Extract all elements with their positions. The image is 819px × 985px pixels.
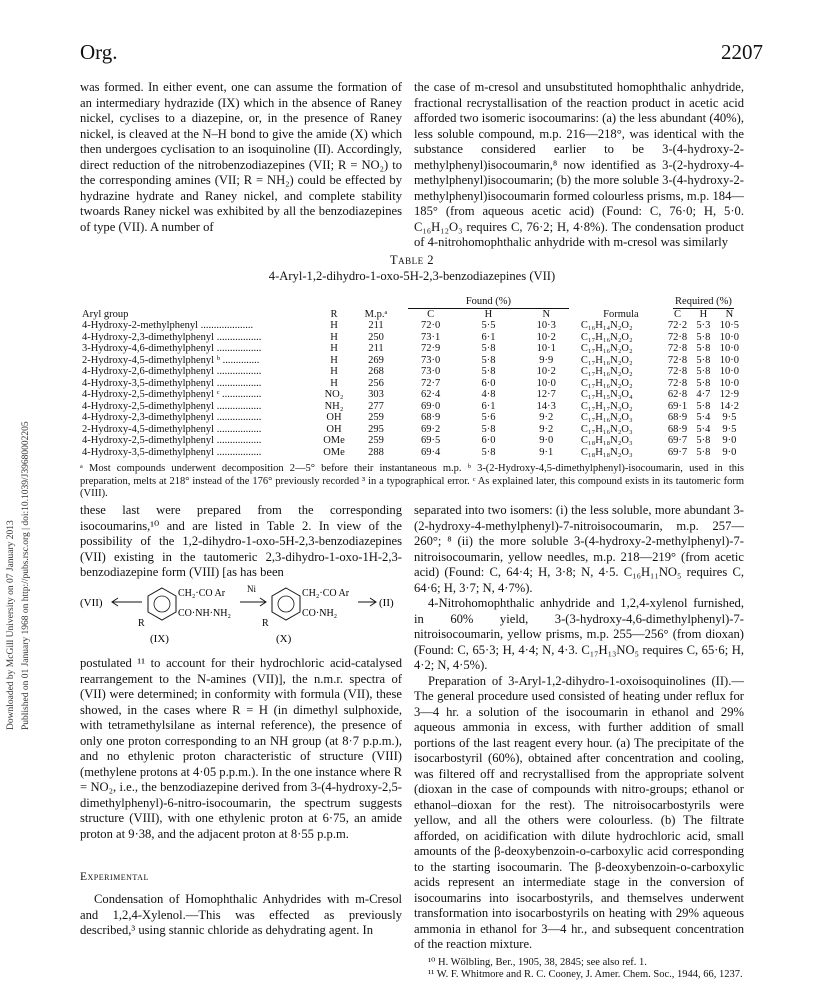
- table-row: [80, 412, 744, 424]
- table-cell: 69·2: [420, 423, 441, 435]
- table-cell: 68·9: [667, 423, 688, 435]
- table-cell: 4-Hydroxy-3,5-dimethylphenyl .................: [82, 446, 262, 458]
- table-cell: 9·2: [539, 423, 554, 435]
- table-cell: 69·0: [420, 400, 441, 412]
- paragraph: postulated ¹¹ to account for their hydrochloric acid-catalysed rearrangement to the N-amines (VII)], the n.m.r. spectra of (VII) were determined; in conformity with formula (VII), these showed, in the cases where R = H (in dimethyl sulphoxide, with tetramethylsilane as internal reference), the presence of only one proton corresponding to an NH group (at 8·7 p.p.m.), and no ethylenic proton characteristic of structure (VIII) (methylene protons at 4·05 p.p.m.). In the one instance where R = NO₂, i.e., the benzodiazepine derived from 3-(4-hydroxy-2,5-dimethylphenyl)-6-nitro-isocoumarin, the spectrum suggests structure (VIII), with one ethylenic proton at 6·75, an amide proton at 9·38, and the adjacent proton at 8·55 p.p.m.: [80, 656, 402, 841]
- table-title: 4-Aryl-1,2-dihydro-1-oxo-5H-2,3-benzodiazepines (VII): [268, 269, 556, 283]
- table-cell: 5·3: [696, 320, 711, 331]
- table-cell: NH₂: [324, 400, 344, 412]
- table-cell: 2-Hydroxy-4,5-dimethylphenyl .................: [82, 423, 262, 435]
- table-cell: C₁₈H₁₈N₂O₃: [580, 435, 633, 446]
- column-2-top: [414, 80, 744, 251]
- table-cell: 256: [368, 377, 384, 389]
- table-cell: 6·0: [481, 435, 496, 446]
- table-cell: 10·2: [536, 366, 556, 377]
- table-label: Table 2: [389, 253, 435, 267]
- data-table: [80, 296, 744, 458]
- scheme-r2: R: [262, 618, 269, 629]
- table-header-row: [80, 309, 744, 321]
- table-cell: 5·8: [696, 446, 711, 458]
- table-cell: OMe: [323, 446, 345, 458]
- table-cell: 5·8: [481, 446, 496, 458]
- table-cell: 5·8: [696, 343, 711, 354]
- table-cell: 5·6: [481, 412, 496, 423]
- table-cell: 4-Hydroxy-2,5-dimethylphenyl .................: [82, 400, 262, 412]
- table-cell: C₁₇H₁₇N₃O₂: [580, 400, 633, 412]
- table-cell: 62·8: [667, 389, 688, 400]
- table-cell: 72·8: [667, 377, 688, 389]
- table-cell: 268: [368, 366, 384, 377]
- table-cell: 303: [368, 389, 384, 400]
- table-row: [80, 378, 744, 390]
- section-heading: Experimental: [80, 871, 149, 883]
- table-cell: 6·0: [481, 377, 496, 389]
- scheme-group-b: CO·NH·NH₂: [178, 608, 231, 619]
- table-row: [80, 332, 744, 344]
- table-cell: 72·8: [667, 354, 688, 366]
- table-cell: 14·2: [719, 400, 739, 412]
- reference-10: ¹⁰ H. Wölbling, Ber., 1905, 38, 2845; see also ref. 1.: [428, 956, 647, 968]
- table-cell: 5·8: [481, 354, 496, 366]
- column-header: N: [725, 308, 734, 320]
- table-cell: 72·7: [420, 377, 441, 389]
- scheme-label-vii: (VII): [80, 597, 103, 609]
- table-row: [80, 389, 744, 401]
- references: [414, 957, 744, 982]
- table-cell: 72·0: [420, 320, 441, 331]
- column-header: Formula: [603, 308, 639, 320]
- scheme-group-d: CO·NH₂: [302, 608, 338, 619]
- table-cell: 10·0: [719, 366, 739, 377]
- table-cell: 10·5: [719, 320, 739, 331]
- table-cell: 5·8: [696, 377, 711, 389]
- table-cell: 69·4: [420, 446, 441, 458]
- table-cell: H: [330, 343, 338, 354]
- table-cell: 6·1: [481, 400, 496, 412]
- table-cell: 4-Hydroxy-2,3-dimethylphenyl .................: [82, 331, 262, 343]
- scheme-label-x: (X): [276, 633, 292, 645]
- table-cell: 9·5: [722, 423, 737, 435]
- column-header: Aryl group: [82, 308, 129, 320]
- page-number: 2207: [721, 40, 763, 64]
- table-cell: 9·0: [539, 435, 554, 446]
- table-row: [80, 320, 744, 332]
- table-cell: 4-Hydroxy-2,6-dimethylphenyl .................: [82, 366, 262, 377]
- table-cell: 10·2: [536, 331, 556, 343]
- table-cell: 4-Hydroxy-2,3-dimethylphenyl .................: [82, 412, 262, 423]
- table-cell: 6·1: [481, 331, 496, 343]
- table-row: [80, 401, 744, 413]
- table-cell: C₁₇H₁₆N₂O₂: [580, 366, 633, 377]
- table-cell: 69·7: [667, 446, 688, 458]
- table-cell: OMe: [323, 435, 345, 446]
- watermark-line-1: Downloaded by McGill University on 07 January 2013: [6, 520, 16, 730]
- table-cell: 295: [368, 423, 384, 435]
- table-cell: 5·8: [696, 354, 711, 366]
- table-cell: H: [330, 320, 338, 331]
- table-cell: 250: [368, 331, 384, 343]
- column-header: H: [699, 308, 708, 320]
- paragraph: 4-Nitrohomophthalic anhydride and 1,2,4-xylenol furnished, in 60% yield, 3-(3-hydroxy-4,6-dimethylphenyl)-7-nitroisocoumarin, yellow prisms, m.p. 255—256° (from dioxan) (Found: C, 65·3; H, 4·4; N, 4·3. C₁₇H₁₃NO₅ requires C, 65·6; H, 4·2; N, 4·5%).: [414, 596, 744, 672]
- table-cell: H: [330, 377, 338, 389]
- scheme-label-ix: (IX): [150, 633, 169, 645]
- table-row: [80, 435, 744, 447]
- table-cell: 288: [368, 446, 384, 458]
- table-cell: 4-Hydroxy-2,5-dimethylphenyl ᶜ ...............: [82, 389, 262, 400]
- column-header: H: [484, 308, 493, 320]
- table-cell: 69·7: [667, 435, 688, 446]
- paragraph: Preparation of 3-Aryl-1,2-dihydro-1-oxoisoquinolines (II).—The general procedure used consisted of heating under reflux for 3—4 hr. a solution of the isocoumarin in ethanol and 29% aqueous ammonia in excess, with further addition of small portions of the last reagent every hour. (a) The precipitate of the isocarbostyril (60%), obtained after concentration and cooling, was filtered off and recrystallised from the appropriate solvent (dioxan in the case of compounds with nitro-groups; ethanol or ethanol–dioxan for the rest). The nitroisocarbostyrils were yellow, and all the others were colourless. (b) The filtrate afforded, on acidification with dilute hydrochloric acid, small amounts of the β-deoxybenzoin-o-carboxylic acid corresponding to the starting isocoumarin. The β-deoxybenzoin-o-carboxylic acids represent an intermediate stage in the conversion of isocoumarins into isocarbostyrils, and themselves underwent transformation into isocarbostyrils on heating with 29% aqueous ammonia in ethanol for 3—4 hr., and subsequent concentration of the reaction mixture.: [414, 673, 744, 951]
- table-cell: H: [330, 366, 338, 377]
- table-cell: C₁₈H₁₈N₂O₃: [580, 446, 633, 458]
- table-cell: 5·8: [696, 331, 711, 343]
- reference-11: ¹¹ W. F. Whitmore and R. C. Cooney, J. Amer. Chem. Soc., 1944, 66, 1237.: [428, 969, 743, 980]
- table-cell: 10·0: [719, 331, 739, 343]
- table-cell: 5·8: [696, 435, 711, 446]
- table-cell: C₁₇H₁₆N₂O₂: [580, 354, 633, 366]
- table-cell: 10·0: [719, 377, 739, 389]
- column-header: M.p.ᵃ: [364, 308, 388, 320]
- table-row: [80, 447, 744, 459]
- table-cell: OH: [326, 423, 342, 435]
- table-cell: H: [330, 331, 338, 343]
- table-cell: 4·8: [481, 389, 496, 400]
- scheme-group-a: CH₂·CO Ar: [178, 588, 226, 599]
- table-cell: 9·9: [539, 354, 554, 366]
- watermark-line-2: Published on 01 January 1968 on http://pubs.rsc.org | doi:10.1039/J39680002205: [21, 421, 31, 730]
- table-cell: C₁₇H₁₆N₂O₂: [580, 331, 633, 343]
- table-cell: C₁₇H₁₅N₃O₄: [580, 389, 633, 400]
- paragraph: these last were prepared from the corresponding isocoumarins,¹⁰ and are listed in Table 2. In view of the possibility of the 1,2-dihydro-1-oxo-5H-2,3-benzodiazepines (VII) existing in the tautomeric 2,3-dihydro-1-oxo-1H-2,3-benzodiazepine form (VIII) [as has been: [80, 503, 402, 579]
- column-1-experimental: [80, 892, 402, 939]
- download-watermark: [2, 170, 36, 730]
- table-cell: 5·8: [696, 366, 711, 377]
- table-cell: 72·8: [667, 331, 688, 343]
- column-header: R: [330, 308, 338, 320]
- table-cell: 68·9: [420, 412, 441, 423]
- table-cell: 259: [368, 412, 384, 423]
- table-cell: OH: [326, 412, 342, 423]
- scheme-reagent: Ni: [247, 584, 256, 594]
- table-cell: 269: [368, 354, 384, 366]
- table-cell: 9·2: [539, 412, 554, 423]
- scheme-label-ii: (II): [379, 597, 394, 609]
- column-header: C: [427, 308, 435, 320]
- table-cell: 211: [368, 320, 384, 331]
- column-1-middle: [80, 503, 402, 581]
- paragraph: was formed. In either event, one can assume the formation of an intermediary hydrazide (IX) which in the absence of Raney nickel, cyclises to a diazepine, or, in the presence of Raney nickel, is cleaved at the N–H bond to give the amide (X) which then undergoes cyclisation to an isoquinoline (II). Accordingly, direct reduction of the nitrobenzodiazepines (VII; R = NO₂) to the corresponding amines (VII; R = NH₂) could be effected by hydrazine hydrate and Raney nickel, and complete stability twoards Raney nickel was exhibited by all the benzodiazepines of type (VII). A number of: [80, 80, 402, 234]
- table-cell: 5·8: [696, 400, 711, 412]
- table-cell: 72·8: [667, 343, 688, 354]
- table-cell: 5·8: [481, 343, 496, 354]
- table-cell: 4-Hydroxy-2-methylphenyl ....................: [82, 320, 254, 331]
- table-cell: 4-Hydroxy-2,5-dimethylphenyl .................: [82, 435, 262, 446]
- benzene-ring-icon: [148, 588, 176, 620]
- table-cell: 72·9: [420, 343, 441, 354]
- table-cell: 68·9: [667, 412, 688, 423]
- paragraph: the case of m-cresol and unsubstituted homophthalic anhydride, fractional recrystallisation of the reaction product in acetic acid afforded two isomeric isocoumarins: (a) the less abundant (40%), less soluble compound, m.p. 216—218°, was identical with the substance considered earlier to be 3-(4-hydroxy-2-methylphenyl)isocoumarin,⁸ now identified as 3-(2-hydroxy-4-methylphenyl)isocoumarin; (b) the more soluble 3-(4-hydroxy-2-methylphenyl)isocoumarin formed colourless prisms, m.p. 184—185° (from aqueous acetic acid) (Found: C, 76·0; H, 5·0. C₁₆H₁₂O₃ requires C, 76·2; H, 4·8%). The condensation product of 4-nitrohomophthalic anhydride with m-cresol was similarly: [414, 80, 744, 249]
- table-cell: 73·1: [420, 331, 441, 343]
- found-group-label: Found (%): [465, 296, 512, 307]
- table-cell: 10·0: [536, 377, 556, 389]
- table-cell: 69·1: [667, 400, 688, 412]
- journal-section: Org.: [80, 40, 118, 64]
- table-cell: 4-Hydroxy-3,5-dimethylphenyl .................: [82, 377, 262, 389]
- table-cell: 9·1: [539, 446, 554, 458]
- paragraph: separated into two isomers: (i) the less soluble, more abundant 3-(2-hydroxy-4-methylphenyl)-7-nitroisocoumarin, m.p. 257—260°; ⁸ (ii) the more soluble 3-(4-hydroxy-2-methylphenyl)-7-nitroisocoumarin, yellow needles, m.p. 218—219° (from acetic acid) (Found: C, 64·4; H, 3·8; N, 4·5. C₁₆H₁₁NO₅ requires C, 64·6; H, 3·7; N, 4·7%).: [414, 503, 744, 595]
- table-cell: C₁₇H₁₆N₂O₂: [580, 377, 633, 389]
- scheme-r1: R: [138, 618, 145, 629]
- table-cell: C₁₇H₁₆N₂O₃: [580, 412, 633, 423]
- column-2-bottom: [414, 503, 744, 982]
- table-cell: 10·1: [536, 343, 556, 354]
- table-cell: C₁₇H₁₆N₂O₃: [580, 423, 633, 435]
- benzene-ring-icon: [272, 588, 300, 620]
- table-cell: 5·8: [481, 423, 496, 435]
- table-cell: 277: [368, 400, 384, 412]
- table-cell: 10·3: [536, 320, 556, 331]
- table-cell: 5·4: [696, 412, 711, 423]
- required-group-label: Required (%): [675, 296, 732, 307]
- table-cell: 69·5: [420, 435, 441, 446]
- table-cell: 12·7: [536, 389, 556, 400]
- column-1-top: [80, 80, 402, 235]
- table-cell: 72·2: [667, 320, 688, 331]
- table-footnote: ᵃ Most compounds underwent decomposition 2—5° before their instantaneous m.p. ᵇ 3-(2-Hydroxy-4,5-dimethylphenyl)-isocoumarin, used in this preparation, melts at 218° instead of the 176° previously recorded ³ in a typographical error. ᶜ As explained later, this compound exists in its tautomeric form (VIII).: [80, 463, 744, 499]
- table-cell: H: [330, 354, 338, 366]
- table-cell: 9·0: [722, 446, 737, 458]
- table-cell: C₁₇H₁₆N₂O₂: [580, 343, 633, 354]
- table-cell: 73·0: [420, 366, 441, 377]
- table-row: [80, 424, 744, 436]
- table-cell: 5·4: [696, 423, 711, 435]
- table-cell: 4·7: [696, 389, 711, 400]
- reaction-scheme: [80, 584, 402, 645]
- table-cell: 3-Hydroxy-4,6-dimethylphenyl .................: [82, 343, 262, 354]
- column-header: N: [542, 308, 551, 320]
- table-cell: 72·8: [667, 366, 688, 377]
- table-cell: C₁₆H₁₄N₂O₂: [580, 320, 633, 331]
- table-cell: 73·0: [420, 354, 441, 366]
- table-cell: 62·4: [420, 389, 441, 400]
- table-cell: 10·0: [719, 343, 739, 354]
- table-row: [80, 355, 744, 367]
- table-cell: NO₂: [324, 389, 344, 400]
- table-cell: 14·3: [536, 400, 556, 412]
- table-cell: 5·5: [481, 320, 496, 331]
- table-cell: 10·0: [719, 354, 739, 366]
- table-cell: 9·0: [722, 435, 737, 446]
- table-cell: 259: [368, 435, 384, 446]
- table-body: [80, 320, 744, 458]
- table-cell: 12·9: [719, 389, 739, 400]
- table-row: [80, 343, 744, 355]
- table-cell: 5·8: [481, 366, 496, 377]
- column-header: C: [674, 308, 682, 320]
- table-cell: 211: [368, 343, 384, 354]
- paragraph: Condensation of Homophthalic Anhydrides with m-Cresol and 1,2,4-Xylenol.—This was effected as previously described,³ using stannic chloride as dehydrating agent. In: [80, 892, 402, 937]
- scheme-group-c: CH₂·CO Ar: [302, 588, 350, 599]
- table-cell: 2-Hydroxy-4,5-dimethylphenyl ᵇ ..............: [82, 354, 260, 366]
- column-1-bottom: [80, 656, 402, 842]
- table-cell: 9·5: [722, 412, 737, 423]
- table-row: [80, 366, 744, 378]
